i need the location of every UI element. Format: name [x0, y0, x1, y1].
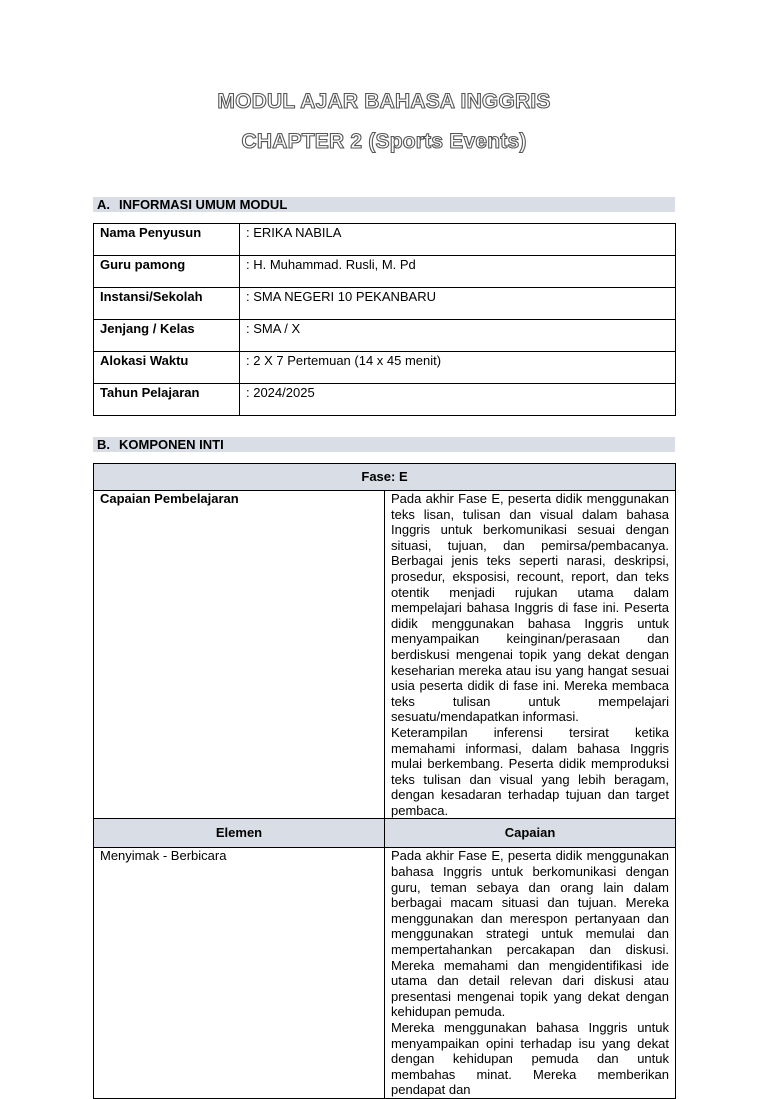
info-row — [94, 256, 676, 288]
info-row — [94, 224, 676, 256]
section-b-letter: B. — [97, 437, 110, 452]
info-value: : ERIKA NABILA — [240, 224, 676, 256]
document-title: MODUL AJAR BAHASA INGGRIS — [217, 90, 551, 113]
info-label: Tahun Pelajaran — [94, 384, 240, 416]
info-label: Instansi/Sekolah — [94, 288, 240, 320]
elemen-header-row — [94, 819, 676, 848]
info-value: : SMA / X — [240, 320, 676, 352]
section-a-letter: A. — [97, 197, 110, 212]
info-row — [94, 384, 676, 416]
capaian-row — [94, 491, 676, 819]
capaian-paragraph: Keterampilan inferensi tersirat ketika memahami informasi, dalam bahasa Inggris mulai berkembang. Peserta didik memproduksi teks tulisan dan visual yang lebih beragam, dengan kesadaran terhadap tujuan dan target pembaca. — [391, 724, 669, 818]
capaian-label: Capaian Pembelajaran — [94, 491, 385, 819]
elemen-label: Menyimak - Berbicara — [94, 848, 385, 1099]
info-value: : 2024/2025 — [240, 384, 676, 416]
info-value: : SMA NEGERI 10 PEKANBARU — [240, 288, 676, 320]
info-row — [94, 320, 676, 352]
elemen-row — [94, 848, 676, 1099]
section-b-label: KOMPONEN INTI — [119, 437, 224, 452]
info-value: : H. Muhammad. Rusli, M. Pd — [240, 256, 676, 288]
section-a-heading — [93, 197, 675, 212]
info-table — [93, 223, 676, 416]
elemen-header: Elemen — [94, 819, 385, 848]
info-row — [94, 352, 676, 384]
info-label: Jenjang / Kelas — [94, 320, 240, 352]
info-value: : 2 X 7 Pertemuan (14 x 45 menit) — [240, 352, 676, 384]
info-row — [94, 288, 676, 320]
fase-header: Fase: E — [94, 464, 676, 491]
info-label: Nama Penyusun — [94, 224, 240, 256]
core-table — [93, 463, 676, 1099]
elemen-paragraph: Mereka menggunakan bahasa Inggris untuk menyampaikan opini terhadap isu yang dekat dengan kehidupan pemuda dan untuk membahas minat. Mereka memberikan pendapat dan — [391, 1020, 669, 1098]
capaian-header: Capaian — [385, 819, 676, 848]
info-label: Alokasi Waktu — [94, 352, 240, 384]
document-subtitle: CHAPTER 2 (Sports Events) — [241, 130, 527, 153]
fase-row — [94, 464, 676, 491]
elemen-paragraph: Pada akhir Fase E, peserta didik menggunakan bahasa Inggris untuk berkomunikasi dengan guru, teman sebaya dan orang lain dalam berbagai macam situasi dan tujuan. Mereka menggunakan dan merespon pertanyaan dan menggunakan strategi untuk memulai dan mempertahankan percakapan dan diskusi. Mereka memahami dan mengidentifikasi ide utama dan detail relevan dari diskusi atau presentasi mengenai topik yang dekat dengan kehidupan pemuda. — [391, 848, 669, 1020]
capaian-text — [385, 491, 676, 819]
elemen-text — [385, 848, 676, 1099]
section-b-heading — [93, 437, 675, 452]
info-label: Guru pamong — [94, 256, 240, 288]
capaian-paragraph: Pada akhir Fase E, peserta didik menggunakan teks lisan, tulisan dan visual dalam bahasa Inggris untuk berkomunikasi sesuai dengan situasi, tujuan, dan pemirsa/pembacanya. Berbagai jenis teks seperti narasi, deskripsi, prosedur, eksposisi, recount, report, dan teks otentik menjadi rujukan utama dalam mempelajari bahasa Inggris di fase ini. Peserta didik menggunakan bahasa Inggris untuk menyampaikan keinginan/perasaan dan berdiskusi mengenai topik yang dekat dengan keseharian mereka atau isu yang hangat sesuai usia peserta didik di fase ini. Mereka membaca teks tulisan untuk mempelajari sesuatu/mendapatkan informasi. — [391, 491, 669, 725]
section-a-label: INFORMASI UMUM MODUL — [119, 197, 288, 212]
